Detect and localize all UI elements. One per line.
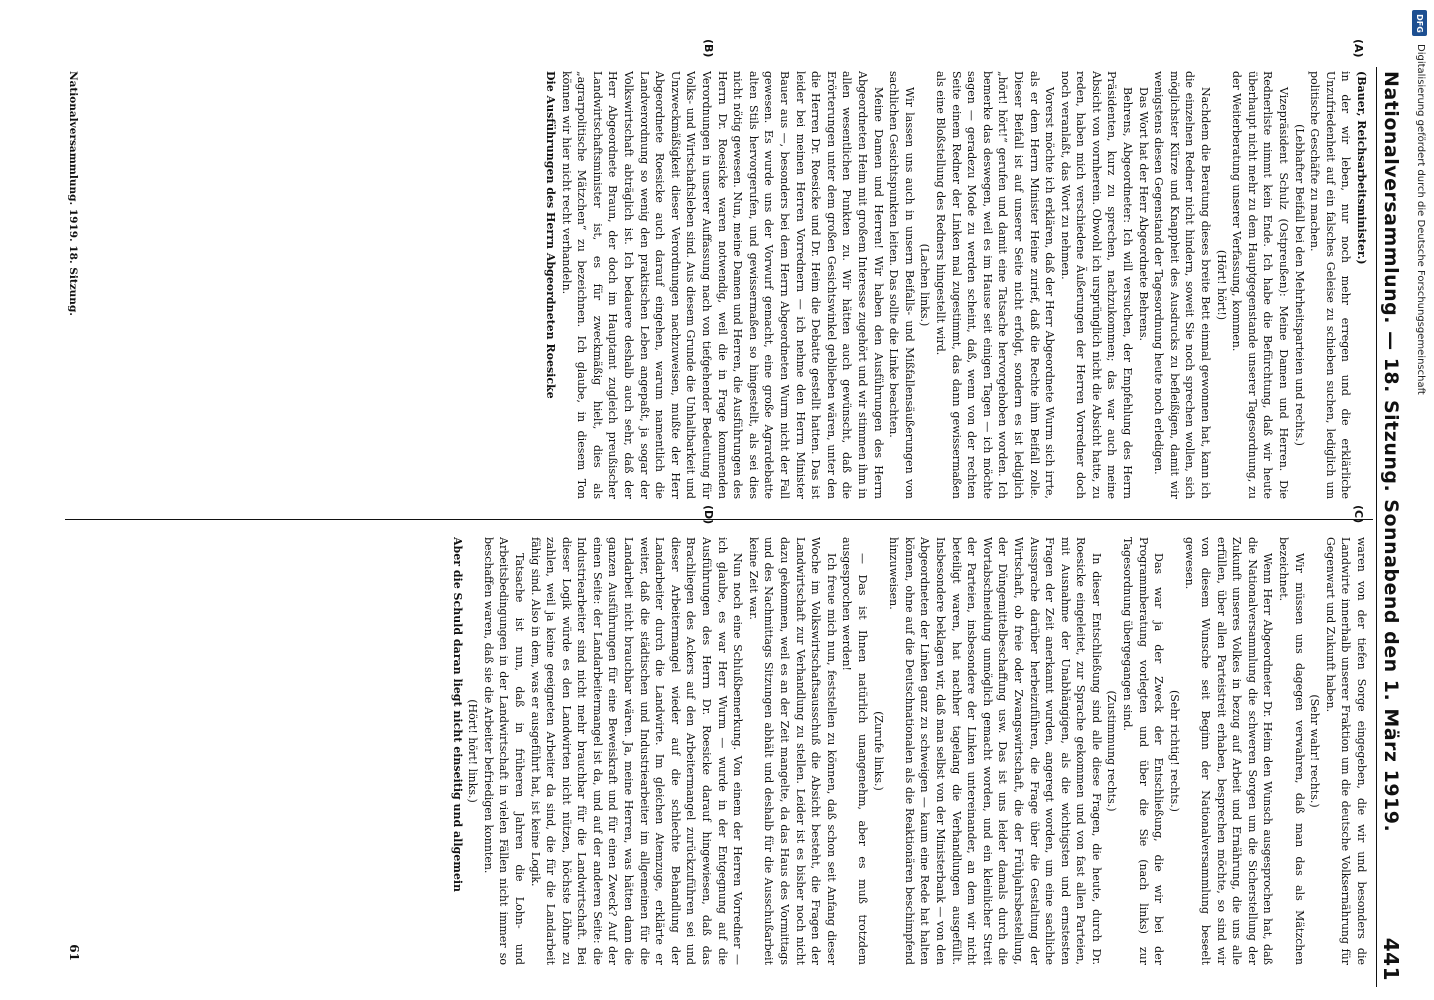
left-column-paragraph: Nachdem die Beratung dieses breite Bett einmal gewonnen hat, kann ich die einzelnen Redner nicht hindern, soweit Sie noch sprechen wollen, sich möglichster Kürze und Knappheit des Ausdrucks zu befleißigen, damit wir wenigstens diesen Gegenstand der Tagesordnung heute noch erledigen. xyxy=(1152,71,1213,499)
left-column-paragraph: Vorerst möchte ich erklären, daß der Herr Abgeordnete Wurm sich irrte, als er dem Herrn Minister Heine zurief, daß die Rechte ihm Beifall zolle. Dieser Beifall ist auf unserer Seite nicht erfolgt, sondern es ist lediglich „hört! hört!“ gerufen und damit eine Tatsache hervorgehoben worden. Ich bemerke das deswegen, weil es im Hause seit einigen Tagen — ich möchte sagen — geradezu Mode zu werden scheint, daß, wenn von der rechten Seite einem Redner der Linken mal zugestimmt, das dann gewissermaßen als eine Bloßstellung des Redners hingestellt wird. xyxy=(933,71,1057,499)
dfg-logo xyxy=(1412,10,1427,36)
right-column-paragraph: (Hört! hört! links.) xyxy=(466,699,480,803)
left-column-paragraph: Das Wort hat der Herr Abgeordnete Behrens. xyxy=(1136,87,1150,342)
right-column-paragraph: Aber die Schuld daran liegt nicht einseitig und allgemein xyxy=(450,537,464,893)
running-header xyxy=(1376,67,1405,987)
left-column-paragraph: (Lachen links.) xyxy=(918,243,932,327)
margin-mark-a: (A) xyxy=(1352,39,1365,58)
right-column-paragraph: Tatsache ist nun, daß in früheren Jahren die Lohn- und Arbeitsbedingungen in der Landwirtschaft in vielen Fällen nicht immer so beschaffen waren, daß sie die Arbeiter befriedigen konnten. xyxy=(481,537,526,965)
right-column-paragraph: In dieser Entschließung sind alle diese Fragen, die heute, durch Dr. Roesicke eingeleitet, zur Sprache gekommen und von fast allen Parteien, mit Ausnahme der Unabhängigen, als die wichtigsten und ernstesten Fragen der Zeit anerkannt wurden, angeregt worden, um eine sachliche Aussprache darüber herbeizuführen, die Frage über die Gestaltung der Wirtschaft, ob freie oder Zwangswirtschaft, die der Frühjahrsbestellung, der Düngemittelbeschaffung usw. Das ist uns leider damals durch die Wortabschneidung unmöglich gemacht worden, und ein kleinlicher Streit der Parteien, insbesondere der Linken untereinander, an dem wir nicht beteiligt waren, hat nachher tagelang die Verhandlungen ausgefüllt. Insbesondere beklagen wir, daß man selbst von der Ministerbank — von den Abgeordneten der Linken ganz zu schweigen — kaum eine Rede hat halten können, ohne auf die Deutschnationalen als die Reaktionären beschimpfend hinzuweisen. xyxy=(887,537,1103,965)
column-divider xyxy=(65,519,1373,520)
right-column-paragraph: Wir müssen uns dagegen verwahren, daß man das als Mätzchen bezeichnet. xyxy=(1277,537,1306,965)
right-column-paragraph: (Zustimmung rechts.) xyxy=(1105,690,1119,812)
footer-note: Nationalversammlung. 1919. 18. Sitzung. xyxy=(67,71,79,316)
right-column-paragraph: (Sehr richtig! rechts.) xyxy=(1167,690,1181,812)
right-column-paragraph: Das war ja der Zweck der Entschließung, die wir bei der Programmberatung vorlegten und über die Sie (nach links) zur Tagesordnung übergegangen sind. xyxy=(1121,537,1166,965)
digitization-credit-text: Digitalisierung gefördert durch die Deutsche Forschungsgemeinschaft xyxy=(1415,44,1426,395)
margin-mark-d: (D) xyxy=(702,505,715,525)
left-column-paragraph: Behrens, Abgeordneter: Ich will versuchen, der Empfehlung des Herrn Präsidenten, kurz zu sprechen, nachzukommen; das war auch meine Absicht von vornherein. Obwohl ich ursprünglich nicht die Absicht hatte, zu reden, haben mich verschiedene Äußerungen der Herren Vorredner doch noch veranlaßt, das Wort zu nehmen. xyxy=(1058,71,1135,499)
right-column-paragraph: — Das ist Ihnen natürlich unangenehm, aber es muß trotzdem ausgesprochen werden! xyxy=(840,537,869,965)
margin-mark-c: (C) xyxy=(1352,505,1365,524)
left-column xyxy=(65,71,1369,499)
right-column xyxy=(65,537,1369,965)
right-column-paragraph: Wenn Herr Abgeordneter Dr. Heim den Wunsch ausgesprochen hat, daß die Nationalversammlung die schweren Sorgen um die Sicherstellung der Zukunft unseres Volkes in bezug auf Arbeit und Ernährung, die uns alle erfüllen, über allen Parteistreit erhaben, besprechen möchte, so sind wir von diesem Wunsche seit Beginn der Nationalversammlung beseelt gewesen. xyxy=(1183,537,1275,965)
left-column-paragraph: (Lebhafter Beifall bei den Mehrheitsparteien und rechts.) xyxy=(1292,124,1306,446)
left-column-paragraph: Vizepräsident Schulz (Ostpreußen): Meine Damen und Herren. Die Rednerliste nimmt kein Ende. Ich habe die Befürchtung, daß wir heute überhaupt nicht mehr zu dem Hauptgegenstande unserer Tagesordnung, zu der Weiterberatung unserer Verfassung, kommen. xyxy=(1230,71,1291,499)
right-column-paragraph: (Zurufe links.) xyxy=(871,711,885,791)
left-column-paragraph: Wir lassen uns auch in unsern Beifalls- und Mißfallensäußerungen von sachlichen Gesichtspunkten leiten. Das sollte die Linke beachten. xyxy=(887,71,916,499)
left-column-paragraph: Meine Damen und Herren! Wir haben den Ausführungen des Herrn Abgeordneten Heim mit großem Interesse zugehört und wir stimmen ihm in allen wesentlichen Punkten zu. Wir hätten auch gewünscht, daß die Erörterungen unter dem großen Gesichtswinkel geblieben wären, unter den die Herren Dr. Roesicke und Dr. Heim die Debatte gestellt hatten. Das ist leider bei meinen Herren Vorrednern — ich nehme den Herrn Minister Bauer aus —, besonders bei dem Herrn Abgeordneten Wurm nicht der Fall gewesen. Es wurde uns der Vorwurf gemacht, eine große Agrardebatte alten Stils hervorgerufen, und gewissermaßen so hingestellt, als sei dies nicht nötig gewesen. Nun, meine Damen und Herren, die Ausführungen des Herrn Dr. Roesicke waren notwendig, weil die in Frage kommenden Verordnungen in unserer Auffassung nach von tiefgehender Bedeutung für Volks- und Wirtschaftsleben sind. Aus diesem Grunde die Unhaltbarkeit und Unzweckmäßigkeit dieser Verordnungen nachzuweisen, mußte der Herr Abgeordnete Roesicke auch darauf eingehen, warum namentlich die Landverordnung so wenig den praktischen Leben angepaßt, ja sogar der Volkswirtschaft abträglich ist. Ich bedauere deshalb auch sehr, daß der Herr Abgeordnete Braun, der doch im Hauptamt zugleich preußischer Landwirtschaftsminister ist, es für zweckmäßig hielt, dies als „agrarpolitische Mätzchen“ zu bezeichnen. Ich glaube, in diesem Ton können wir hier nicht recht verhandeln. xyxy=(559,71,885,499)
left-column-paragraph: in der wir leben, nur noch mehr erregen und die erklärliche Unzufriedenheit auf ein falsches Geleise zu schieben suchen, lediglich um politische Geschäfte zu machen. xyxy=(1308,71,1353,499)
margin-mark-b: (B) xyxy=(702,39,715,58)
digitization-credit xyxy=(1408,44,1426,744)
page-number-top: 441 xyxy=(1379,937,1403,981)
dfg-logo-text: DFG xyxy=(1415,13,1425,33)
right-column-paragraph: (Sehr wahr! rechts.) xyxy=(1308,694,1322,808)
left-column-paragraph: Die Ausführungen des Herrn Abgeordneten Roesicke xyxy=(544,71,558,399)
left-column-paragraph: (Hört! hört!) xyxy=(1214,249,1228,321)
right-column-paragraph: Ich freue mich nun, feststellen zu können, daß schon seit Anfang dieser Woche im Volkswirtschaftsausschuß die Absicht besteht, die Fragen der Landwirtschaft zur Verhandlung zu stellen. Leider ist es bisher noch nicht dazu gekommen, weil es an der Zeit mangelte, da das Haus des Vormittags und des Nachmittags Sitzungen abhält und deshalb für die Ausschußarbeit keine Zeit war. xyxy=(746,537,838,965)
document-page xyxy=(65,39,1405,987)
header-title: Nationalversammlung. — 18. Sitzung. Sonnabend den 1. März 1919. xyxy=(1380,71,1402,833)
page-signature: 61 xyxy=(67,944,81,961)
right-column-paragraph: Nun noch eine Schlußbemerkung. Von einem der Herren Vorredner — ich glaube, es war Herr Wurm — wurde in der Entgegnung auf die Ausführungen des Herrn Dr. Roesicke darauf hingewiesen, daß das Brachliegen des Ackers auf den Arbeitermangel zurückzuführen sei und dieser Arbeitermangel wieder auf die schlechte Behandlung der Landarbeiter durch die Landwirte. Im gleichen Atemzuge, erklärte er weiter, daß die städtischen und Industriearbeiter im allgemeinen für die Landarbeit nicht brauchbar wären. Ja, meine Herren, was hätten dann die ganzen Ausführungen für eine Beweiskraft und für einen Zweck? Auf der einen Seite: der Landarbeitermangel ist da, und auf der anderen Seite: die Industriearbeiter sind nicht mehr brauchbar für die Landwirtschaft. Bei dieser Logik würde es den Landwirten nicht nützen, höchste Löhne zu zahlen, weil ja keine geeigneten Arbeiter da sind, die für die Landarbeit fähig sind. Also in dem, was er ausgeführt hat, ist keine Logik. xyxy=(528,537,745,965)
right-column-paragraph: waren von der tiefen Sorge eingegeben, die wir und besonders die Landwirte innerhalb unserer Fraktion um die deutsche Volksernährung für Gegenwart und Zukunft haben. xyxy=(1323,537,1368,965)
left-column-paragraph: (Bauer, Reichsarbeitsminister.) xyxy=(1355,71,1368,265)
